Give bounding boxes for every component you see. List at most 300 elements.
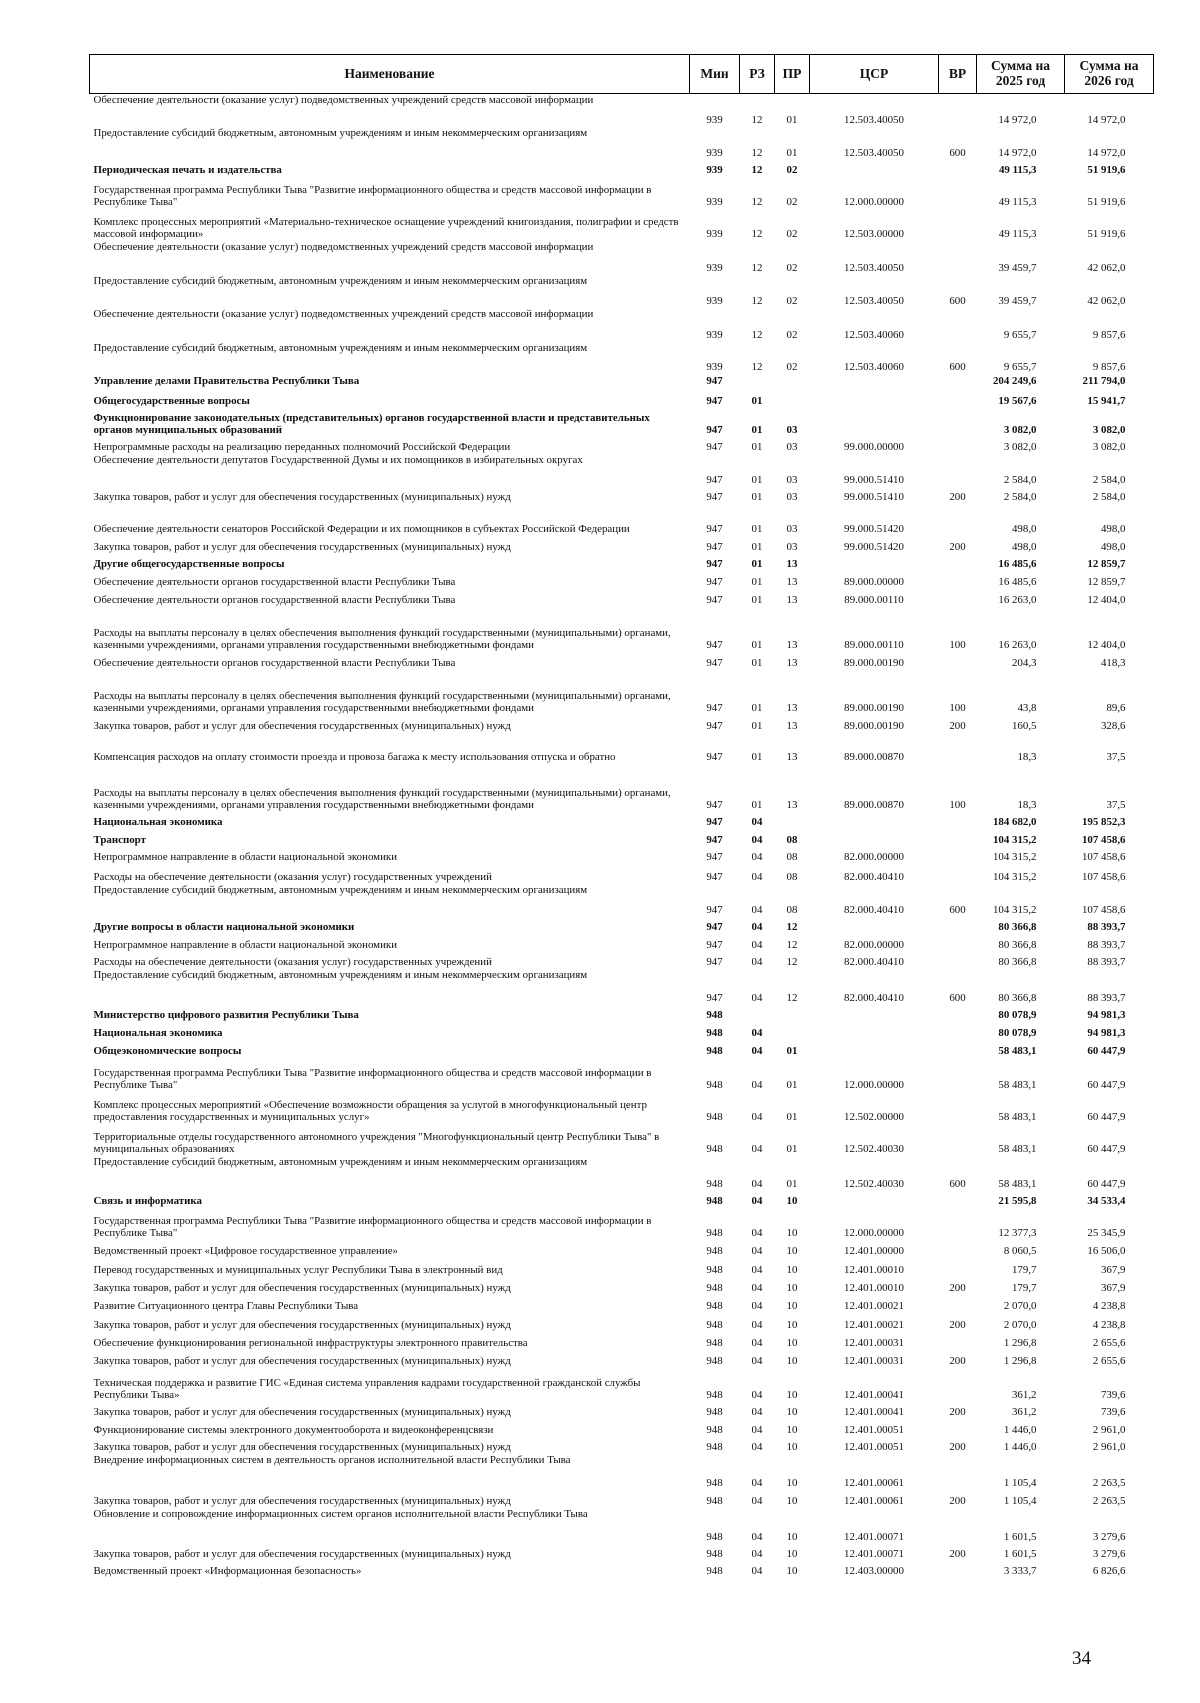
cell-name: Связь и информатика — [93, 1195, 202, 1208]
cell-name: Закупка товаров, работ и услуг для обеспечения государственных (муниципальных) нужд — [93, 541, 511, 554]
cell-sum-2025: 39 459,7 — [998, 295, 1037, 308]
cell-min: 948 — [706, 1227, 723, 1240]
cell-sum-2026: 498,0 — [1100, 523, 1126, 536]
cell-min: 947 — [706, 871, 723, 884]
cell-rz: 04 — [751, 1337, 763, 1350]
cell-sum-2026: 2 584,0 — [1092, 474, 1126, 487]
cell-name: Общеэкономические вопросы — [93, 1045, 242, 1058]
page-number: 34 — [1072, 1648, 1091, 1669]
cell-pr: 13 — [786, 799, 798, 812]
cell-rz: 04 — [751, 921, 763, 934]
cell-rz: 04 — [751, 1355, 763, 1368]
cell-name: Внедрение информационных систем в деятельность органов исполнительной власти Республики Тыва — [93, 1453, 571, 1466]
cell-csr: 82.000.40410 — [844, 956, 904, 969]
cell-sum-2026: 2 655,6 — [1092, 1355, 1126, 1368]
cell-sum-2025: 80 366,8 — [998, 939, 1037, 952]
cell-sum-2025: 2 070,0 — [1003, 1319, 1037, 1332]
cell-name: Закупка товаров, работ и услуг для обеспечения государственных (муниципальных) нужд — [93, 1282, 511, 1295]
cell-sum-2026: 89,6 — [1106, 702, 1126, 715]
cell-sum-2025: 19 567,6 — [998, 395, 1037, 408]
cell-name: Закупка товаров, работ и услуг для обеспечения государственных (муниципальных) нужд — [93, 1441, 511, 1454]
table-row — [90, 1040, 1154, 1058]
cell-vr — [939, 1332, 977, 1350]
table-row — [90, 504, 1154, 536]
cell-pr: 13 — [786, 657, 798, 670]
cell-name: Непрограммное направление в области национальной экономики — [93, 939, 398, 952]
cell-min: 947 — [706, 491, 723, 504]
cell-vr — [939, 437, 977, 454]
cell-rz: 04 — [751, 1143, 763, 1156]
cell-pr: 10 — [786, 1495, 798, 1508]
cell-rz: 04 — [751, 1389, 763, 1402]
cell-name: Предоставление субсидий бюджетным, автономным учреждениям и иным некоммерческим организациям — [93, 968, 588, 981]
cell-sum-2026: 12 404,0 — [1087, 639, 1126, 652]
cell-min: 939 — [706, 164, 723, 177]
cell-min: 939 — [706, 329, 723, 342]
cell-rz: 04 — [751, 1079, 763, 1092]
cell-sum-2025: 58 483,1 — [998, 1079, 1037, 1092]
cell-csr: 12.502.40030 — [844, 1178, 904, 1191]
cell-vr: 100 — [949, 799, 966, 812]
cell-rz — [740, 374, 775, 388]
cell-csr: 99.000.51410 — [844, 491, 904, 504]
cell-rz: 12 — [751, 196, 763, 209]
cell-csr: 12.401.00010 — [844, 1264, 904, 1277]
cell-vr: 600 — [949, 147, 966, 160]
cell-pr: 10 — [786, 1477, 798, 1490]
cell-pr: 10 — [786, 1548, 798, 1561]
cell-pr: 01 — [786, 1079, 798, 1092]
cell-vr — [939, 571, 977, 589]
cell-sum-2026: 107 458,6 — [1081, 904, 1126, 917]
cell-sum-2025: 58 483,1 — [998, 1111, 1037, 1124]
cell-sum-2025: 80 366,8 — [998, 992, 1037, 1005]
cell-pr: 01 — [786, 1178, 798, 1191]
cell-vr — [939, 652, 977, 670]
budget-table — [89, 54, 1154, 1578]
table-body — [90, 94, 1154, 1578]
cell-name: Национальная экономика — [93, 1027, 223, 1040]
cell-vr — [939, 1058, 977, 1092]
cell-sum-2026: 3 279,6 — [1092, 1531, 1126, 1544]
cell-sum-2025: 16 485,6 — [998, 576, 1037, 589]
cell-sum-2025: 49 115,3 — [998, 196, 1037, 209]
cell-sum-2026: 16 506,0 — [1087, 1245, 1126, 1258]
table-header — [90, 55, 1154, 94]
cell-vr — [939, 1295, 977, 1313]
cell-rz: 04 — [751, 1424, 763, 1437]
table-row — [90, 764, 1154, 812]
cell-sum-2025: 49 115,3 — [998, 164, 1037, 177]
cell-name: Другие общегосударственные вопросы — [93, 558, 285, 571]
cell-sum-2026: 3 082,0 — [1092, 424, 1126, 437]
cell-sum-2025: 1 601,5 — [1003, 1548, 1037, 1561]
cell-sum-2025: 1 296,8 — [1003, 1355, 1037, 1368]
table-row — [90, 733, 1154, 764]
cell-csr: 99.000.51420 — [844, 523, 904, 536]
cell-sum-2025: 1 105,4 — [1003, 1495, 1037, 1508]
cell-sum-2026: 60 447,9 — [1087, 1143, 1126, 1156]
cell-name: Государственная программа Республики Тыва "Развитие информационного общества и средств массовой информации в Республике Тыва" — [93, 1067, 652, 1092]
cell-min: 948 — [706, 1300, 723, 1313]
table-row — [90, 1058, 1154, 1092]
cell-min: 947 — [706, 395, 723, 408]
table-row — [90, 437, 1154, 454]
cell-rz: 04 — [751, 1565, 763, 1578]
table-row — [90, 607, 1154, 652]
cell-vr: 200 — [949, 1355, 966, 1368]
cell-vr — [939, 1005, 977, 1022]
cell-csr: 89.000.00190 — [844, 657, 904, 670]
cell-min: 947 — [706, 816, 723, 829]
cell-vr — [939, 308, 977, 342]
cell-pr: 12 — [786, 939, 798, 952]
cell-pr: 02 — [786, 295, 798, 308]
cell-name: Расходы на выплаты персоналу в целях обеспечения выполнения функций государственными (муниципальными) органами, казенными учреждениями, органами управления государственными внебюджетными фондами — [93, 690, 671, 715]
cell-sum-2026: 328,6 — [1100, 720, 1126, 733]
cell-min: 947 — [706, 702, 723, 715]
cell-min: 948 — [706, 1441, 723, 1454]
cell-csr: 12.401.00031 — [844, 1337, 904, 1350]
table-row — [90, 917, 1154, 934]
cell-vr — [939, 241, 977, 275]
cell-pr: 10 — [786, 1264, 798, 1277]
cell-vr — [939, 554, 977, 571]
cell-pr: 01 — [786, 147, 798, 160]
cell-pr: 02 — [786, 262, 798, 275]
cell-csr: 12.401.00051 — [844, 1424, 904, 1437]
table-row — [90, 652, 1154, 670]
cell-sum-2026: 195 852,3 — [1081, 816, 1126, 829]
cell-sum-2026: 88 393,7 — [1087, 956, 1126, 969]
cell-csr: 12.401.00051 — [844, 1441, 904, 1454]
cell-pr: 10 — [786, 1389, 798, 1402]
cell-csr: 12.502.40030 — [844, 1143, 904, 1156]
table-row — [90, 454, 1154, 487]
cell-pr: 08 — [786, 871, 798, 884]
cell-vr: 600 — [949, 361, 966, 374]
cell-min: 948 — [706, 1337, 723, 1350]
cell-pr: 10 — [786, 1282, 798, 1295]
cell-sum-2025: 80 366,8 — [998, 956, 1037, 969]
cell-sum-2026: 37,5 — [1106, 799, 1126, 812]
cell-pr — [775, 1022, 810, 1040]
cell-sum-2026: 15 941,7 — [1087, 395, 1126, 408]
table-row — [90, 1277, 1154, 1295]
cell-sum-2026: 94 981,3 — [1087, 1027, 1126, 1040]
cell-pr: 03 — [786, 441, 798, 454]
cell-rz: 04 — [751, 1195, 763, 1208]
cell-pr: 12 — [786, 992, 798, 1005]
cell-sum-2025: 1 105,4 — [1003, 1477, 1037, 1490]
cell-sum-2026: 37,5 — [1106, 751, 1126, 764]
cell-name: Закупка товаров, работ и услуг для обеспечения государственных (муниципальных) нужд — [93, 1319, 511, 1332]
cell-rz: 12 — [751, 295, 763, 308]
cell-rz: 01 — [751, 424, 763, 437]
table-row — [90, 275, 1154, 308]
cell-csr: 12.401.00071 — [844, 1531, 904, 1544]
cell-name: Расходы на выплаты персоналу в целях обеспечения выполнения функций государственными (муниципальными) органами, казенными учреждениями, органами управления государственными внебюджетными фондами — [93, 787, 671, 812]
cell-sum-2025: 80 078,9 — [998, 1009, 1037, 1022]
cell-sum-2026: 9 857,6 — [1092, 361, 1126, 374]
table-row — [90, 1208, 1154, 1240]
cell-sum-2026: 2 961,0 — [1092, 1424, 1126, 1437]
cell-vr: 600 — [949, 1178, 966, 1191]
cell-csr: 12.000.00000 — [844, 1079, 904, 1092]
cell-csr: 12.401.00010 — [844, 1282, 904, 1295]
cell-min: 948 — [706, 1406, 723, 1419]
cell-name: Обеспечение деятельности (оказание услуг) подведомственных учреждений средств массовой информации — [93, 94, 594, 106]
cell-vr: 100 — [949, 639, 966, 652]
table-row — [90, 934, 1154, 952]
cell-min: 939 — [706, 361, 723, 374]
table-row — [90, 847, 1154, 864]
cell-csr: 12.503.40060 — [844, 329, 904, 342]
cell-sum-2026: 14 972,0 — [1087, 114, 1126, 127]
cell-min: 948 — [706, 1548, 723, 1561]
cell-min: 948 — [706, 1079, 723, 1092]
cell-sum-2026: 14 972,0 — [1087, 147, 1126, 160]
cell-vr: 200 — [949, 1282, 966, 1295]
cell-name: Министерство цифрового развития Республики Тыва — [93, 1009, 359, 1022]
header-csr: ЦСР — [810, 55, 939, 94]
cell-min: 947 — [706, 639, 723, 652]
table-row — [90, 1332, 1154, 1350]
cell-sum-2025: 39 459,7 — [998, 262, 1037, 275]
cell-vr — [939, 952, 977, 969]
cell-min: 947 — [706, 834, 723, 847]
cell-csr: 89.000.00870 — [844, 751, 904, 764]
header-vr: ВР — [939, 55, 977, 94]
cell-name: Закупка товаров, работ и услуг для обеспечения государственных (муниципальных) нужд — [93, 1495, 511, 1508]
cell-name: Предоставление субсидий бюджетным, автономным учреждениям и иным некоммерческим организациям — [93, 274, 588, 287]
cell-csr: 82.000.40410 — [844, 871, 904, 884]
table-row — [90, 670, 1154, 715]
cell-name: Обеспечение деятельности сенаторов Российской Федерации и их помощников в субъектах Российской Федерации — [93, 523, 630, 536]
table-row — [90, 1005, 1154, 1022]
table-row — [90, 864, 1154, 884]
cell-pr: 03 — [786, 424, 798, 437]
cell-vr — [939, 1092, 977, 1124]
cell-min: 939 — [706, 196, 723, 209]
cell-rz: 04 — [751, 1282, 763, 1295]
cell-vr — [939, 94, 977, 127]
cell-min: 948 — [706, 1009, 723, 1022]
cell-sum-2025: 498,0 — [1011, 523, 1037, 536]
table-row — [90, 1313, 1154, 1332]
cell-min: 947 — [706, 474, 723, 487]
cell-csr: 12.503.40060 — [844, 361, 904, 374]
cell-sum-2026: 4 238,8 — [1092, 1319, 1126, 1332]
cell-name: Расходы на обеспечение деятельности (оказания услуг) государственных учреждений — [93, 956, 492, 969]
cell-sum-2025: 104 315,2 — [992, 904, 1037, 917]
cell-vr — [939, 374, 977, 388]
table-row — [90, 1454, 1154, 1490]
cell-pr — [775, 388, 810, 408]
cell-csr: 12.502.00000 — [844, 1111, 904, 1124]
cell-sum-2025: 16 263,0 — [998, 594, 1037, 607]
cell-rz: 04 — [751, 992, 763, 1005]
cell-name: Управление делами Правительства Республики Тыва — [93, 375, 360, 388]
cell-vr — [939, 408, 977, 437]
cell-sum-2025: 49 115,3 — [998, 228, 1037, 241]
cell-pr: 03 — [786, 523, 798, 536]
cell-min: 948 — [706, 1195, 723, 1208]
cell-pr: 10 — [786, 1355, 798, 1368]
cell-csr: 12.403.00000 — [844, 1565, 904, 1578]
cell-sum-2026: 739,6 — [1100, 1406, 1126, 1419]
cell-csr: 12.503.00000 — [844, 228, 904, 241]
cell-min: 947 — [706, 851, 723, 864]
cell-sum-2025: 58 483,1 — [998, 1143, 1037, 1156]
cell-vr — [939, 1022, 977, 1040]
cell-min: 947 — [706, 523, 723, 536]
cell-rz: 04 — [751, 1477, 763, 1490]
table-row — [90, 241, 1154, 275]
cell-rz: 04 — [751, 1531, 763, 1544]
cell-name: Закупка товаров, работ и услуг для обеспечения государственных (муниципальных) нужд — [93, 720, 511, 733]
cell-rz: 12 — [751, 329, 763, 342]
cell-csr — [810, 408, 939, 437]
cell-rz: 01 — [751, 657, 763, 670]
cell-csr: 89.000.00870 — [844, 799, 904, 812]
cell-pr: 01 — [786, 1111, 798, 1124]
cell-sum-2026: 739,6 — [1100, 1389, 1126, 1402]
cell-name: Обеспечение деятельности депутатов Государственной Думы и их помощников в избирательных округах — [93, 453, 583, 466]
cell-pr: 13 — [786, 702, 798, 715]
cell-name: Закупка товаров, работ и услуг для обеспечения государственных (муниципальных) нужд — [93, 1406, 511, 1419]
cell-min: 948 — [706, 1389, 723, 1402]
cell-rz: 04 — [751, 1319, 763, 1332]
header-min: Мин — [690, 55, 740, 94]
cell-name: Расходы на выплаты персоналу в целях обеспечения выполнения функций государственными (муниципальными) органами, казенными учреждениями, органами управления государственными внебюджетными фондами — [93, 627, 671, 652]
cell-min: 948 — [706, 1495, 723, 1508]
cell-sum-2025: 12 377,3 — [998, 1227, 1037, 1240]
table-row — [90, 487, 1154, 504]
cell-csr: 12.401.00021 — [844, 1319, 904, 1332]
cell-sum-2026: 42 062,0 — [1087, 262, 1126, 275]
cell-min: 948 — [706, 1565, 723, 1578]
cell-rz: 04 — [751, 904, 763, 917]
table-row — [90, 1191, 1154, 1208]
cell-csr — [810, 1005, 939, 1022]
cell-name: Обеспечение функционирования региональной инфраструктуры электронного правительства — [93, 1337, 528, 1350]
cell-csr: 12.401.00061 — [844, 1495, 904, 1508]
cell-vr — [939, 589, 977, 607]
cell-csr: 12.503.40050 — [844, 114, 904, 127]
cell-sum-2026: 12 859,7 — [1087, 576, 1126, 589]
cell-min: 947 — [706, 558, 723, 571]
cell-min: 947 — [706, 594, 723, 607]
table-row — [90, 1092, 1154, 1124]
cell-name: Техническая поддержка и развитие ГИС «Единая система управления кадрами государственной гражданской службы Республики Тыва» — [93, 1377, 641, 1402]
cell-min: 948 — [706, 1178, 723, 1191]
cell-csr: 99.000.00000 — [844, 441, 904, 454]
cell-min: 948 — [706, 1111, 723, 1124]
cell-sum-2025: 2 584,0 — [1003, 491, 1037, 504]
cell-vr — [939, 1561, 977, 1578]
cell-csr — [810, 374, 939, 388]
cell-csr: 89.000.00110 — [844, 594, 904, 607]
cell-min: 948 — [706, 1264, 723, 1277]
cell-pr: 01 — [786, 1143, 798, 1156]
cell-sum-2025: 1 446,0 — [1003, 1424, 1037, 1437]
table-row — [90, 589, 1154, 607]
cell-vr — [939, 388, 977, 408]
cell-rz: 04 — [751, 1027, 763, 1040]
table-row — [90, 1350, 1154, 1368]
table-row — [90, 812, 1154, 829]
cell-sum-2026: 88 393,7 — [1087, 939, 1126, 952]
cell-sum-2026: 12 404,0 — [1087, 594, 1126, 607]
cell-pr: 10 — [786, 1319, 798, 1332]
cell-sum-2026: 107 458,6 — [1081, 871, 1126, 884]
cell-vr: 200 — [949, 720, 966, 733]
table-row — [90, 1508, 1154, 1544]
cell-pr: 10 — [786, 1441, 798, 1454]
cell-pr — [775, 374, 810, 388]
table-row — [90, 1419, 1154, 1437]
cell-rz — [740, 1005, 775, 1022]
table-row — [90, 1561, 1154, 1578]
cell-sum-2026: 2 263,5 — [1092, 1495, 1126, 1508]
cell-sum-2026: 6 826,6 — [1092, 1565, 1126, 1578]
cell-sum-2025: 498,0 — [1011, 541, 1037, 554]
cell-sum-2026: 88 393,7 — [1087, 921, 1126, 934]
table-row — [90, 342, 1154, 374]
cell-sum-2025: 18,3 — [1017, 799, 1037, 812]
cell-pr: 13 — [786, 751, 798, 764]
cell-sum-2026: 51 919,6 — [1087, 164, 1126, 177]
cell-vr: 200 — [949, 1319, 966, 1332]
cell-sum-2026: 2 584,0 — [1092, 491, 1126, 504]
cell-name: Государственная программа Республики Тыва "Развитие информационного общества и средств массовой информации в Республике Тыва" — [93, 184, 652, 209]
cell-vr — [939, 1240, 977, 1258]
cell-rz: 04 — [751, 939, 763, 952]
cell-rz: 04 — [751, 1045, 763, 1058]
cell-name: Закупка товаров, работ и услуг для обеспечения государственных (муниципальных) нужд — [93, 1548, 511, 1561]
cell-pr: 03 — [786, 474, 798, 487]
cell-pr: 10 — [786, 1424, 798, 1437]
cell-csr: 89.000.00110 — [844, 639, 904, 652]
cell-name: Обеспечение деятельности органов государственной власти Республики Тыва — [93, 594, 456, 607]
cell-csr: 12.401.00031 — [844, 1355, 904, 1368]
cell-vr — [939, 1419, 977, 1437]
table-row — [90, 1544, 1154, 1561]
cell-rz: 12 — [751, 147, 763, 160]
table-row — [90, 1124, 1154, 1156]
cell-pr: 12 — [786, 956, 798, 969]
cell-vr — [939, 1508, 977, 1544]
cell-name: Перевод государственных и муниципальных услуг Республики Тыва в электронный вид — [93, 1264, 503, 1277]
cell-pr: 08 — [786, 904, 798, 917]
cell-vr — [939, 504, 977, 536]
cell-sum-2026: 42 062,0 — [1087, 295, 1126, 308]
header-sum-2025: Сумма на 2025 год — [977, 55, 1065, 94]
table-row — [90, 554, 1154, 571]
budget-document — [89, 54, 1153, 1578]
cell-sum-2025: 160,5 — [1011, 720, 1037, 733]
cell-pr: 13 — [786, 594, 798, 607]
cell-name: Территориальные отделы государственного автономного учреждения "Многофункциональный центр Республики Тыва" в муниципальных образованиях — [93, 1131, 660, 1156]
table-row — [90, 177, 1154, 209]
cell-sum-2026: 2 655,6 — [1092, 1337, 1126, 1350]
cell-sum-2025: 58 483,1 — [998, 1045, 1037, 1058]
cell-vr — [939, 454, 977, 487]
cell-pr: 03 — [786, 491, 798, 504]
cell-vr — [939, 1040, 977, 1058]
cell-sum-2026: 107 458,6 — [1081, 851, 1126, 864]
